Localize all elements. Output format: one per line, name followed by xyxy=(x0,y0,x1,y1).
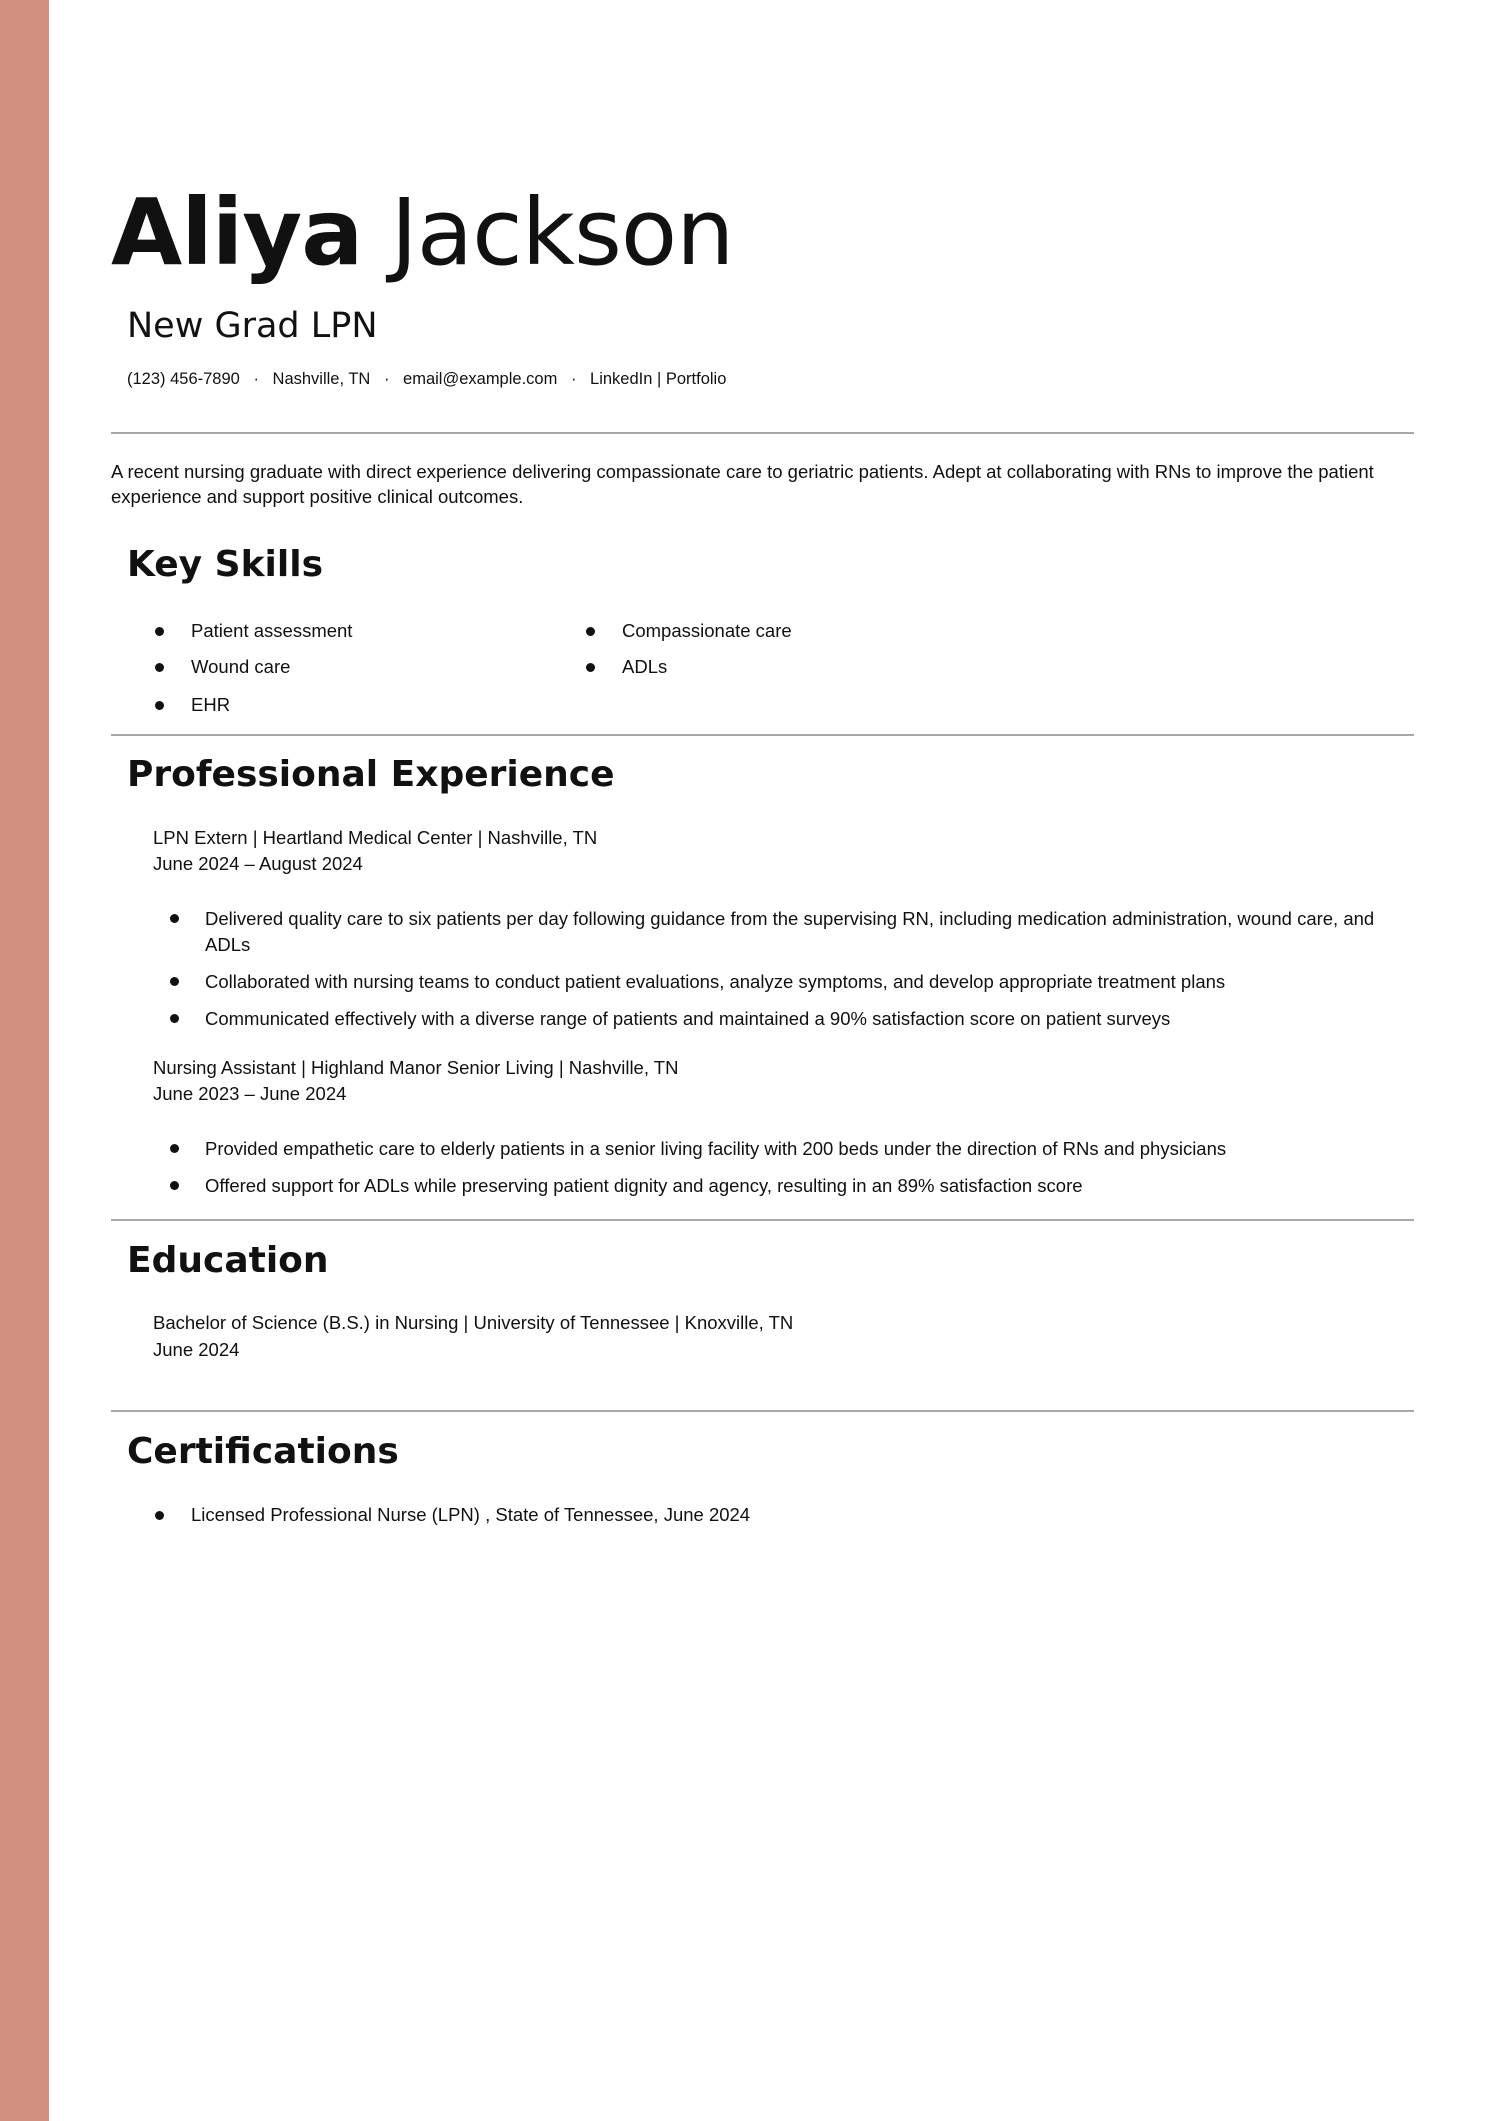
education-degree: Bachelor of Science (B.S.) in Nursing | University of Tennessee | Knoxville, TN xyxy=(153,1312,794,1333)
skill-item: Patient assessment xyxy=(191,620,353,641)
resume-page xyxy=(111,0,1414,2121)
job-bullet xyxy=(170,1136,1410,1162)
bullet-icon xyxy=(170,1014,179,1023)
bullet-icon xyxy=(170,914,179,923)
candidate-name xyxy=(111,178,733,288)
job-bullet-text: Delivered quality care to six patients per day following guidance from the supervising RN, including medication administration, wound care, and ADLs xyxy=(205,908,1375,955)
certification-item: Licensed Professional Nurse (LPN) , State of Tennessee, June 2024 xyxy=(191,1504,751,1525)
job-bullet-text: Collaborated with nursing teams to conduct patient evaluations, analyze symptoms, and develop appropriate treatment plans xyxy=(205,971,1226,992)
section-divider xyxy=(111,734,1414,736)
job-bullet xyxy=(170,1006,1410,1032)
section-divider xyxy=(111,432,1414,434)
education-date: June 2024 xyxy=(153,1339,240,1360)
bullet-icon xyxy=(170,1144,179,1153)
summary-paragraph: A recent nursing graduate with direct experience delivering compassionate care to geriatric patients. Adept at collaborating with RNs to improve the patient experience and support positive clinical outcomes. xyxy=(111,461,1374,507)
section-divider xyxy=(111,1410,1414,1412)
contact-phone: (123) 456-7890 xyxy=(127,370,240,388)
job-bullet xyxy=(170,906,1410,958)
job-bullet-text: Offered support for ADLs while preserving patient dignity and agency, resulting in an 89% satisfaction score xyxy=(205,1175,1083,1196)
job-bullet-list xyxy=(170,1136,1410,1210)
contact-separator: · xyxy=(383,370,390,388)
bullet-icon xyxy=(155,1511,164,1520)
skill-item: ADLs xyxy=(622,656,668,677)
section-divider xyxy=(111,1219,1414,1221)
bullet-icon xyxy=(586,663,595,672)
bullet-icon xyxy=(155,701,164,710)
job-bullet-text: Provided empathetic care to elderly patients in a senior living facility with 200 beds under the direction of RNs and physicians xyxy=(205,1138,1227,1159)
bullet-icon xyxy=(170,1181,179,1190)
job-dates: June 2023 – June 2024 xyxy=(153,1083,347,1104)
bullet-icon xyxy=(155,663,164,672)
skill-item: EHR xyxy=(191,694,231,715)
skills-heading: Key Skills xyxy=(127,544,323,585)
contact-line xyxy=(127,368,726,390)
bullet-icon xyxy=(155,627,164,636)
job-bullet xyxy=(170,969,1410,995)
job-header: Nursing Assistant | Highland Manor Senior Living | Nashville, TN xyxy=(153,1057,679,1078)
experience-heading: Professional Experience xyxy=(127,754,615,795)
certifications-heading: Certifications xyxy=(127,1431,399,1472)
job-dates: June 2024 – August 2024 xyxy=(153,853,363,874)
first-name: Aliya xyxy=(111,179,363,286)
skill-item: Wound care xyxy=(191,656,291,677)
contact-links[interactable]: LinkedIn | Portfolio xyxy=(590,370,727,388)
education-heading: Education xyxy=(127,1240,329,1281)
bullet-icon xyxy=(170,977,179,986)
accent-sidebar xyxy=(0,0,49,2121)
contact-separator: · xyxy=(570,370,577,388)
job-bullet-list xyxy=(170,906,1410,1043)
contact-separator: · xyxy=(253,370,259,388)
last-name: Jackson xyxy=(390,179,734,286)
bullet-icon xyxy=(586,627,595,636)
job-bullet-text: Communicated effectively with a diverse range of patients and maintained a 90% satisfaction score on patient surveys xyxy=(205,1008,1171,1029)
job-title: New Grad LPN xyxy=(127,306,378,346)
skill-item: Compassionate care xyxy=(622,620,792,641)
job-header: LPN Extern | Heartland Medical Center | Nashville, TN xyxy=(153,827,598,848)
contact-email[interactable]: email@example.com xyxy=(403,370,558,388)
contact-location: Nashville, TN xyxy=(272,370,371,388)
job-bullet xyxy=(170,1173,1410,1199)
